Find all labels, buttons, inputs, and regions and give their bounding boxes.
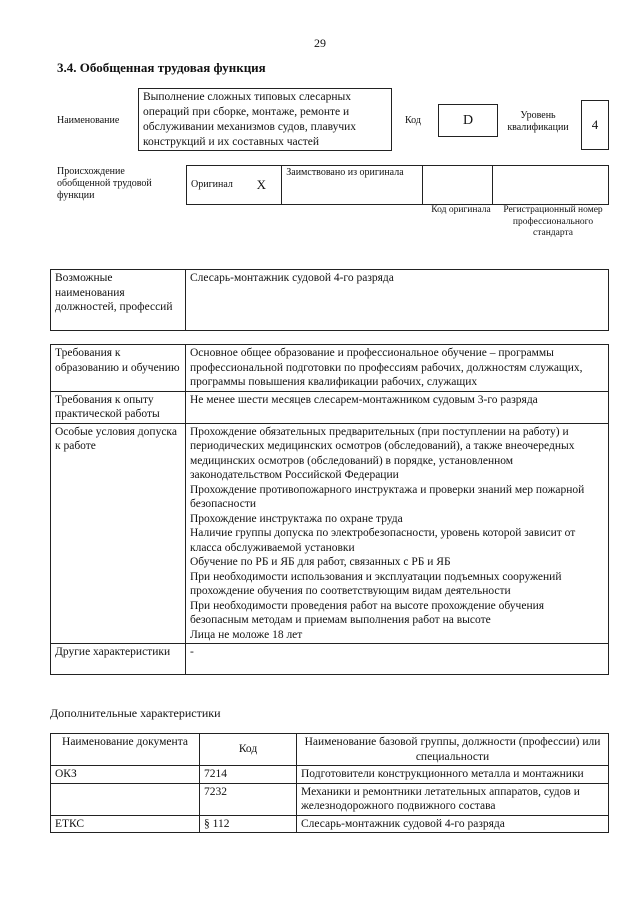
header-name: Наименование базовой группы, должности (профессии) или специальности [297,734,609,766]
req-value: Прохождение обязательных предварительных (при поступлении на работу) и периодических медицинских осмотров (обследований), а также внеочередных медицинских осмотров (обследований) в порядке, установленном законодательством Российской Федерации Прохождение противопожарного инструктажа и проверки знаний мер пожарной безопасности Прохождение инструктажа по охране труда Наличие группы допуска по электробезопасности, уровень которой зависит от класса обслуживаемой установки Обучение по РБ и ЯБ для работ, связанных с РБ и ЯБ При необходимости использования и эксплуатации подъемных сооружений прохождение обучения по соответствующим видам деятельности При необходимости проведения работ на высоте прохождение обучения безопасным методам и приемам выполнения работ на высоте Лица не моложе 18 лет [186,423,609,644]
req-row [51,423,609,644]
origin-table [186,165,609,205]
header-doc: Наименование документа [51,734,200,766]
row-code: 7232 [200,783,297,815]
additional-row [51,766,609,784]
reg-nomer-cell [493,166,609,205]
kod-originala-cell [422,166,493,205]
req-row [51,644,609,675]
additional-header-row [51,734,609,766]
naimenovanie-label: Наименование [57,115,120,126]
req-label: Требования к образованию и обучению [51,345,186,392]
row-code: § 112 [200,815,297,833]
section-title: 3.4. Обобщенная трудовая функция [57,60,266,75]
row-doc [51,783,200,815]
row-code: 7214 [200,766,297,784]
origin-label: Происхождение обобщенной трудовой функции [57,166,152,201]
row-name: Слесарь-монтажник судовой 4-го разряда [297,815,609,833]
kod-originala-label: Код оригинала [431,205,491,215]
borrowed-label: Заимствовано из оригинала [282,166,422,205]
additional-table [50,733,609,833]
req-value: Не менее шести месяцев слесарем-монтажником судовым 3-го разряда [186,391,609,423]
req-row [51,391,609,423]
row-doc: ЕТКС [51,815,200,833]
row-name: Механики и ремонтники летательных аппаратов, судов и железнодорожного подвижного состава [297,783,609,815]
positions-table [50,269,609,331]
uroven-label: Уровень квалификации [507,110,569,133]
positions-value: Слесарь-монтажник судовой 4-го разряда [186,270,609,331]
additional-title: Дополнительные характеристики [50,706,221,720]
req-label: Особые условия допуска к работе [51,423,186,644]
additional-row [51,815,609,833]
requirements-table [50,344,609,675]
req-label: Требования к опыту практической работы [51,391,186,423]
positions-label: Возможные наименования должностей, профессий [51,270,186,331]
naimenovanie-value: Выполнение сложных типовых слесарных операций при сборке, монтаже, ремонте и обслуживании механизмов судов, плавучих конструкций и их составных частей [138,88,392,151]
original-mark: X [253,166,282,205]
uroven-value: 4 [581,100,609,150]
header-code: Код [200,734,297,766]
kod-label: Код [405,115,421,126]
original-label: Оригинал [187,166,253,205]
req-row [51,345,609,392]
req-value: Основное общее образование и профессиональное обучение – программы профессиональной подготовки по профессиям рабочих, должностям служащих, программы повышения квалификации рабочих, служащих [186,345,609,392]
row-doc: ОКЗ [51,766,200,784]
req-value: - [186,644,609,675]
reg-nomer-label: Регистрационный номер профессионального стандарта [503,205,603,238]
page-number: 29 [314,36,326,50]
req-label: Другие характеристики [51,644,186,675]
additional-row [51,783,609,815]
row-name: Подготовители конструкционного металла и монтажники [297,766,609,784]
kod-value: D [438,104,498,137]
